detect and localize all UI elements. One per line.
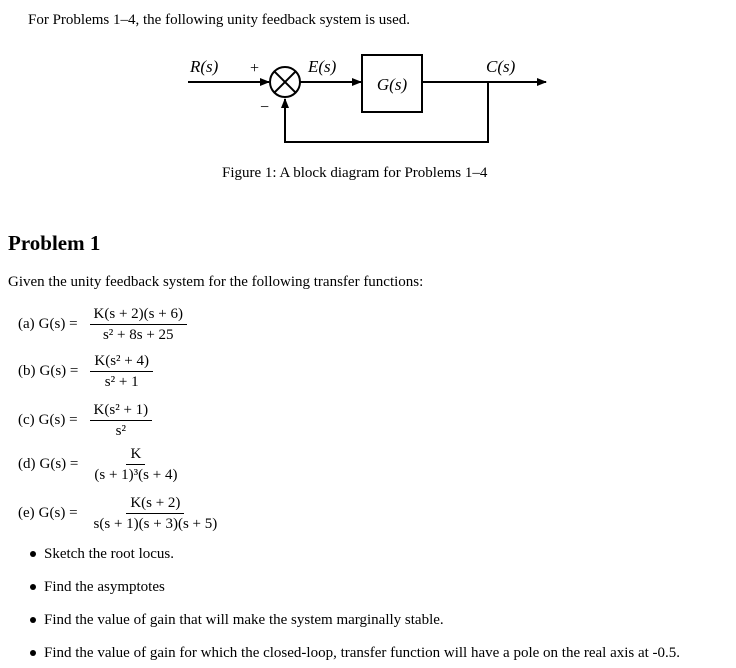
task-item — [30, 576, 680, 609]
item-lhs: G(s) = — [39, 363, 79, 379]
plus-sign: + — [250, 60, 260, 77]
task-item — [30, 642, 680, 664]
plant-label: G(s) — [376, 75, 408, 94]
item-label: (a) — [18, 316, 35, 332]
problem-item-a — [18, 306, 187, 343]
transfer-fraction — [90, 495, 222, 532]
input-label: R(s) — [190, 57, 219, 76]
task-list — [30, 543, 680, 664]
numerator: K(s² + 1) — [90, 402, 153, 421]
denominator: s(s + 1)(s + 3)(s + 5) — [93, 516, 218, 532]
error-label: E(s) — [308, 57, 337, 76]
bullet-icon — [30, 617, 36, 623]
task-text: Sketch the root locus. — [44, 546, 174, 562]
item-lhs: G(s) = — [39, 456, 79, 472]
denominator: s² + 1 — [104, 374, 139, 390]
numerator: K(s + 2) — [126, 495, 184, 514]
task-text: Find the asymptotes — [44, 579, 165, 595]
item-label: (d) — [18, 456, 36, 472]
denominator: (s + 1)³(s + 4) — [94, 467, 178, 483]
item-label: (b) — [18, 363, 36, 379]
problem-item-b — [18, 353, 153, 390]
task-item — [30, 543, 680, 576]
item-label: (e) — [18, 505, 35, 521]
numerator: K(s² + 4) — [90, 353, 153, 372]
problem-item-e — [18, 495, 221, 532]
given-text: Given the unity feedback system for the following transfer functions: — [8, 274, 424, 290]
bullet-icon — [30, 584, 36, 590]
denominator: s² + 8s + 25 — [102, 327, 174, 343]
item-lhs: G(s) = — [38, 316, 78, 332]
item-label: (c) — [18, 412, 35, 428]
transfer-fraction — [90, 446, 181, 483]
intro-text: For Problems 1–4, the following unity feedback system is used. — [28, 12, 411, 28]
problem-item-c — [18, 402, 152, 439]
output-label: C(s) — [486, 57, 516, 76]
summing-junction — [270, 67, 300, 97]
transfer-fraction — [90, 353, 153, 390]
numerator: K(s + 2)(s + 6) — [90, 306, 187, 325]
bullet-icon — [30, 551, 36, 557]
task-item — [30, 609, 680, 642]
problem-heading: Problem 1 — [8, 231, 101, 255]
bullet-icon — [30, 650, 36, 656]
transfer-fraction — [90, 402, 153, 439]
block-diagram — [180, 50, 550, 160]
task-text: Find the value of gain that will make the system marginally stable. — [44, 612, 444, 628]
transfer-fraction — [90, 306, 187, 343]
item-lhs: G(s) = — [38, 505, 78, 521]
item-lhs: G(s) = — [38, 412, 78, 428]
denominator: s² — [115, 423, 127, 439]
problem-item-d — [18, 446, 181, 483]
task-text: Find the value of gain for which the closed-loop, transfer function will have a pole on the real axis at -0.5. — [44, 645, 681, 661]
figure-caption: Figure 1: A block diagram for Problems 1–4 — [222, 165, 488, 181]
numerator: K — [126, 446, 145, 465]
minus-sign: − — [260, 99, 270, 116]
